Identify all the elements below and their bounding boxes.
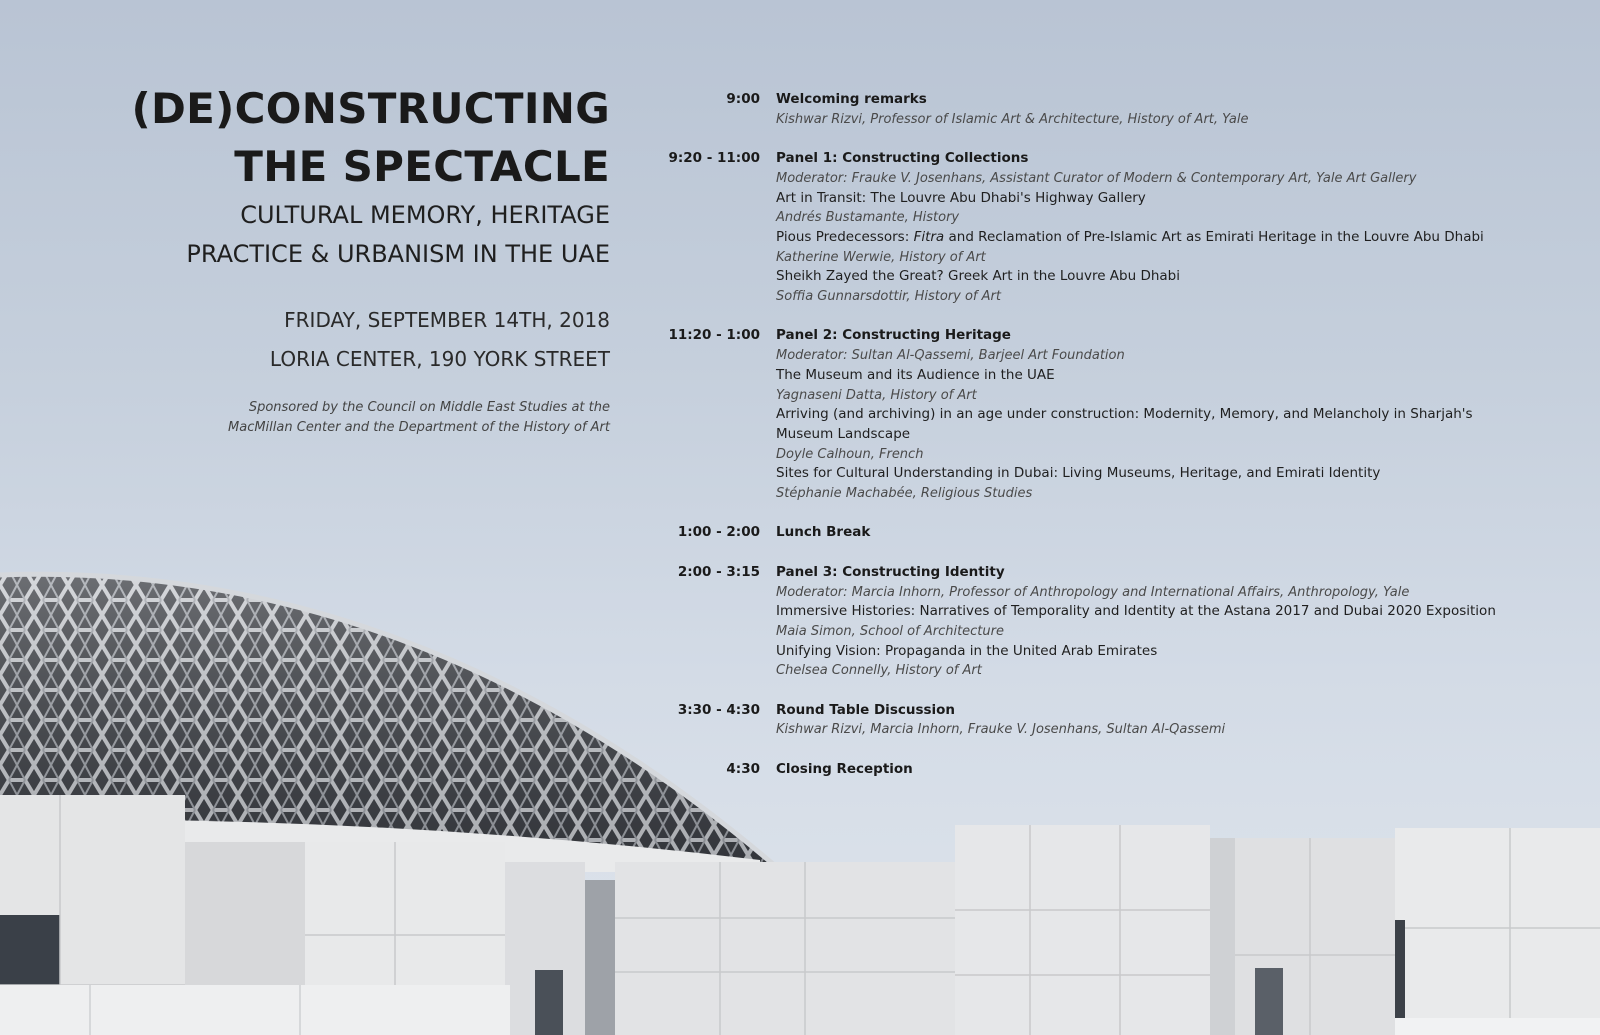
session-title: Closing Reception xyxy=(776,760,913,777)
talk-title: Sites for Cultural Understanding in Dubai: Living Museums, Heritage, and Emirati Identity xyxy=(776,465,1381,482)
talk-speaker: Chelsea Connelly, History of Art xyxy=(776,663,982,679)
session-title: Round Table Discussion xyxy=(776,701,956,718)
session-time: 11:20 - 1:00 xyxy=(668,327,760,344)
talk-speaker: Soffia Gunnarsdottir, History of Art xyxy=(776,289,1001,305)
session-title: Lunch Break xyxy=(776,524,871,541)
session-welcome xyxy=(660,90,1560,129)
subtitle-line-1: CULTURAL MEMORY, HERITAGE xyxy=(240,201,610,229)
talk-title: Sheikh Zayed the Great? Greek Art in the Louvre Abu Dhabi xyxy=(776,268,1180,285)
session-time: 9:00 xyxy=(726,91,760,107)
talk-title: Art in Transit: The Louvre Abu Dhabi's Highway Gallery xyxy=(776,189,1146,206)
talk-speaker: Yagnaseni Datta, History of Art xyxy=(776,387,977,403)
talk-speaker: Maia Simon, School of Architecture xyxy=(776,623,1004,639)
session-moderator: Moderator: Marcia Inhorn, Professor of Anthropology and International Affairs, Anthropology, Yale xyxy=(776,584,1410,600)
event-title-block xyxy=(60,80,610,438)
event-date: FRIDAY, SEPTEMBER 14TH, 2018 xyxy=(284,308,610,332)
talk-title: Arriving (and archiving) in an age under construction: Modernity, Memory, and Melancholy in Sharjah's xyxy=(776,406,1473,423)
talk-title-start: Pious Predecessors: xyxy=(776,228,914,245)
talk-speaker: Doyle Calhoun, French xyxy=(776,446,924,462)
session-panel-3 xyxy=(660,563,1560,681)
schedule xyxy=(660,90,1560,799)
talk-speaker: Andrés Bustamante, History xyxy=(776,210,960,226)
subtitle-line-2: PRACTICE & URBANISM IN THE UAE xyxy=(186,240,610,268)
session-moderator: Moderator: Sultan Al-Qassemi, Barjeel Art Foundation xyxy=(776,348,1125,364)
title-line-2: THE SPECTACLE xyxy=(234,142,610,191)
session-moderator: Moderator: Frauke V. Josenhans, Assistant Curator of Modern & Contemporary Art, Yale Art Gallery xyxy=(776,170,1417,186)
session-speakers: Kishwar Rizvi, Marcia Inhorn, Frauke V. Josenhans, Sultan Al-Qassemi xyxy=(776,722,1226,738)
session-closing xyxy=(660,760,1560,780)
session-time: 4:30 xyxy=(726,760,760,777)
talk-title-emphasis: Fitra xyxy=(913,228,945,245)
session-title: Panel 3: Constructing Identity xyxy=(776,563,1005,580)
talk-title-continued: Museum Landscape xyxy=(776,425,911,442)
session-panel-2 xyxy=(660,326,1560,503)
sponsor-note xyxy=(60,398,610,438)
talk-title xyxy=(776,228,1560,248)
session-title: Panel 1: Constructing Collections xyxy=(776,150,1029,167)
sponsor-line-2: MacMillan Center and the Department of the History of Art xyxy=(228,420,610,435)
session-title: Welcoming remarks xyxy=(776,91,927,107)
session-time: 1:00 - 2:00 xyxy=(677,524,760,541)
sponsor-line-1: Sponsored by the Council on Middle East Studies at the xyxy=(248,400,610,415)
session-lunch xyxy=(660,523,1560,543)
talk-speaker: Stéphanie Machabée, Religious Studies xyxy=(776,486,1033,502)
session-time: 9:20 - 11:00 xyxy=(668,150,760,167)
talk-speaker: Katherine Werwie, History of Art xyxy=(776,249,986,265)
session-time: 3:30 - 4:30 xyxy=(677,701,760,718)
session-title: Panel 2: Constructing Heritage xyxy=(776,327,1011,344)
title-line-1: (DE)CONSTRUCTING xyxy=(131,84,610,133)
talk-title: Immersive Histories: Narratives of Temporality and Identity at the Astana 2017 and Dubai 2020 Exposition xyxy=(776,603,1496,620)
session-speaker: Kishwar Rizvi, Professor of Islamic Art & Architecture, History of Art, Yale xyxy=(776,111,1249,127)
session-round-table xyxy=(660,701,1560,740)
session-time: 2:00 - 3:15 xyxy=(677,563,760,580)
session-panel-1 xyxy=(660,149,1560,307)
talk-title-end: and Reclamation of Pre-Islamic Art as Emirati Heritage in the Louvre Abu Dhabi xyxy=(944,228,1484,245)
talk-title: Unifying Vision: Propaganda in the United Arab Emirates xyxy=(776,642,1158,659)
talk-title: The Museum and its Audience in the UAE xyxy=(776,366,1055,383)
event-venue: LORIA CENTER, 190 YORK STREET xyxy=(269,347,610,371)
